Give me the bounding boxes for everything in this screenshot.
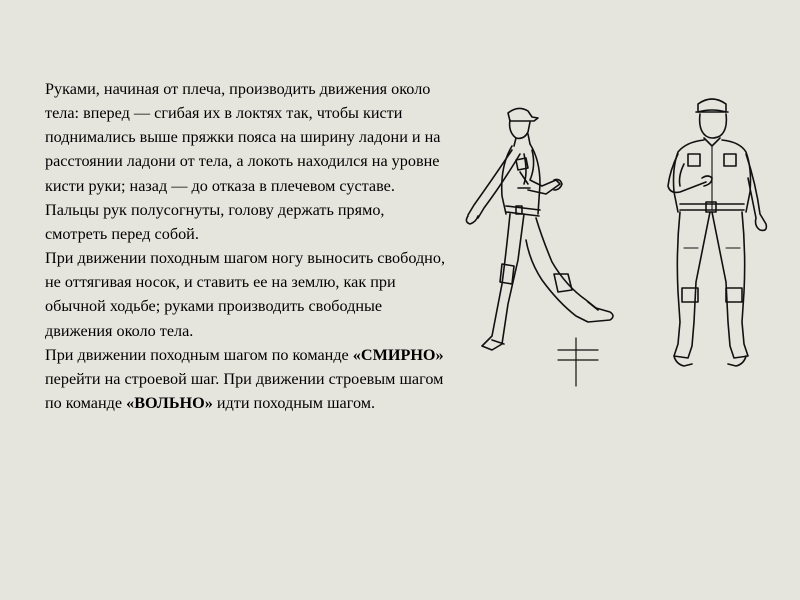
- paragraph-march-step: При движении походным шагом ногу выносить свободно, не оттягивая носок, и ставить ее на землю, как при обычной ходьбе; руками производить свободные движения около тела.: [45, 249, 445, 340]
- walking-soldier-figure: [466, 108, 613, 386]
- command-volno: «ВОЛЬНО»: [126, 394, 213, 413]
- standing-soldier-figure: [668, 99, 766, 366]
- commands-text-1: При движении походным шагом по команде: [45, 345, 353, 364]
- command-smirno: «СМИРНО»: [352, 345, 444, 364]
- commands-text-3: идти походным шагом.: [212, 394, 376, 413]
- paragraph-commands: [45, 343, 450, 415]
- soldiers-drawing: [450, 88, 780, 388]
- illustration: [450, 88, 780, 388]
- text-block: [45, 77, 450, 415]
- commands-text-2: перейти на строевой шаг. При движении строевым шагом по команде: [45, 369, 444, 413]
- paragraph-arm-movement: Руками, начиная от плеча, производить движения около тела: вперед — сгибая их в локтях так, чтобы кисти поднимались выше пряжки пояса на ширину ладони и на расстоянии ладони от тела, а локоть находился на уровне кисти руки; назад — до отказа в плечевом суставе. Пальцы рук полусогнуты, голову держать прямо, смотреть перед собой.: [45, 80, 441, 243]
